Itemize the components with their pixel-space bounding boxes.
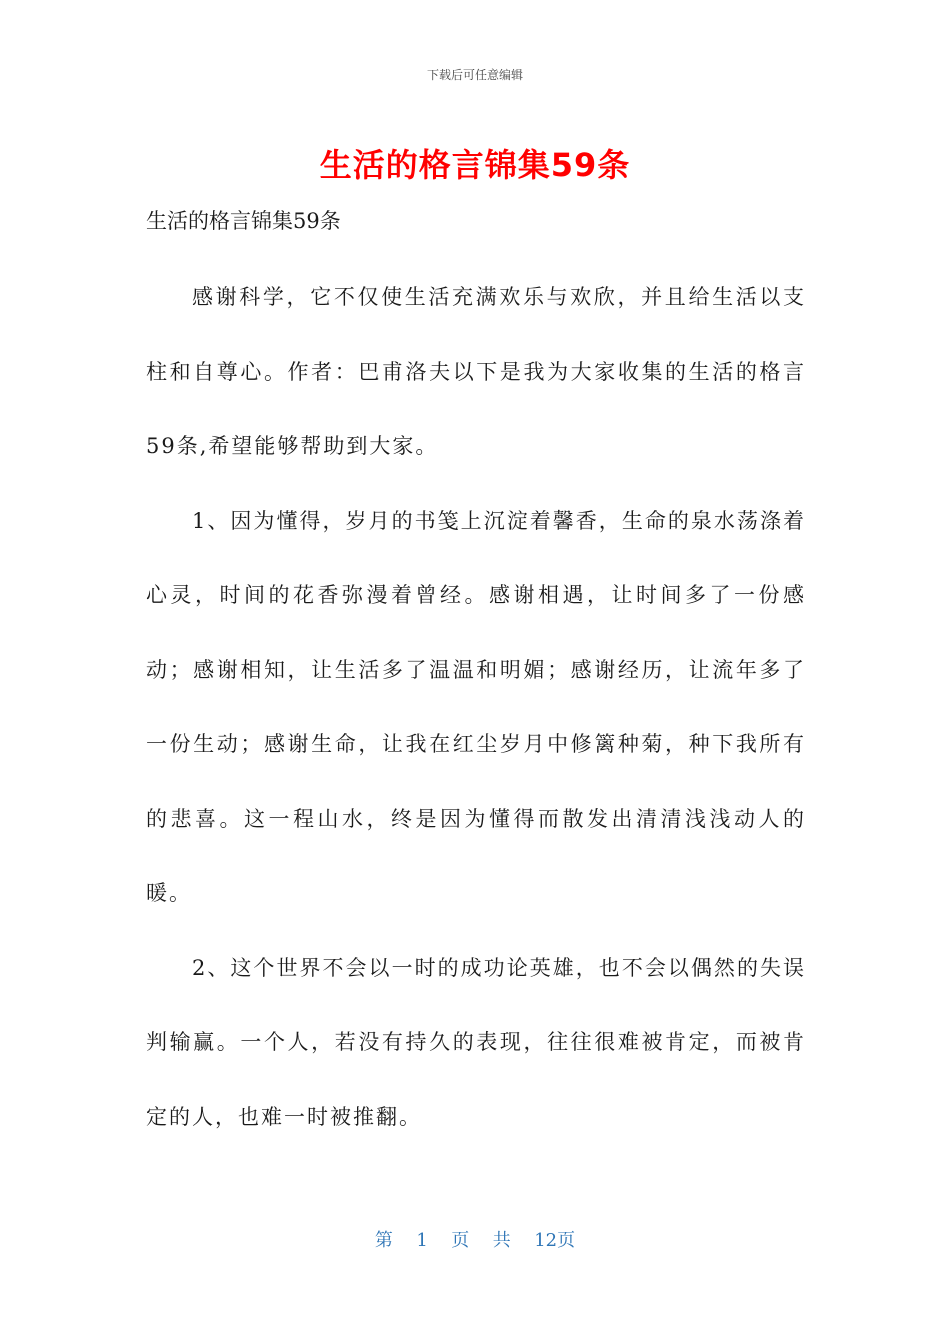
footer-total-label: 共	[492, 1230, 511, 1251]
footer-current-page: 1	[416, 1230, 428, 1251]
footer-page-label: 第	[374, 1230, 393, 1251]
header-note: 下载后可任意编辑	[426, 68, 523, 82]
document-subtitle: 生活的格言锦集59条	[146, 209, 341, 233]
paragraph-intro: 感谢科学，它不仅使生活充满欢乐与欢欣，并且给生活以支柱和自尊心。作者：巴甫洛夫以下是我为大家收集的生活的格言59条,希望能够帮助到大家。	[146, 285, 806, 458]
footer-page-unit: 页	[451, 1230, 470, 1251]
page-footer	[0, 1226, 950, 1252]
paragraph-item-2: 2、这个世界不会以一时的成功论英雄，也不会以偶然的失误判输赢。一个人，若没有持久的表现，往往很难被肯定，而被肯定的人，也难一时被推翻。	[146, 955, 806, 1129]
document-title: 生活的格言锦集59条	[319, 146, 631, 184]
paragraph-item-1: 1、因为懂得，岁月的书笺上沉淀着馨香，生命的泉水荡涤着心灵，时间的花香弥漫着曾经。感谢相遇，让时间多了一份感动；感谢相知，让生活多了温温和明媚；感谢经历，让流年多了一份生动；感谢生命，让我在红尘岁月中修篱种菊，种下我所有的悲喜。这一程山水，终是因为懂得而散发出清清浅浅动人的暖。	[146, 508, 806, 905]
footer-total-pages: 12页	[534, 1230, 576, 1251]
document-body	[146, 260, 806, 1154]
